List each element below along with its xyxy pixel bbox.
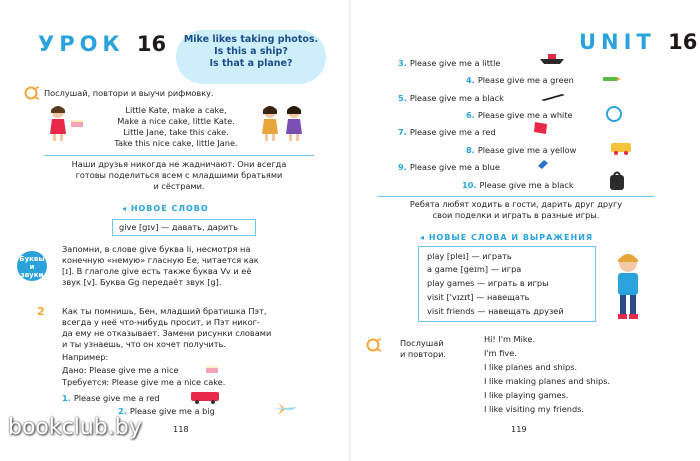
- vocab-item: visit friends — навещать друзей: [427, 306, 564, 316]
- item-7: [398, 127, 496, 138]
- item-9: [398, 162, 500, 173]
- divider-line: [44, 155, 314, 156]
- vocab-item: a game [geɪm] — игра: [427, 264, 522, 274]
- item-text: Please give me a red: [409, 127, 496, 137]
- friends-text-right: Ребята любят ходить в гости, дарить друг другу свои поделки и играть в разные игры.: [409, 199, 623, 220]
- badge-label: Буквы и звуки: [19, 255, 45, 279]
- black-bag-icon: [608, 170, 626, 192]
- item-number: 2.: [118, 406, 127, 416]
- item-number: 8.: [466, 145, 475, 155]
- item-text: Please give me a black: [479, 180, 574, 190]
- item-8: [466, 145, 576, 156]
- example-label: Например:: [62, 352, 109, 362]
- page-number-right: 119: [511, 424, 527, 434]
- item-1: [62, 393, 160, 404]
- ship-icon: [538, 52, 566, 66]
- item-6: [466, 110, 573, 121]
- lesson-number-right: 16: [668, 30, 698, 54]
- item-text: Please give me a black: [409, 93, 504, 103]
- girl-jane-icon: [258, 104, 282, 142]
- cake-icon: [70, 118, 84, 128]
- item-number: 1.: [62, 393, 71, 403]
- plane-icon: [272, 400, 298, 416]
- listen-label: Послушай и повтори.: [400, 338, 447, 359]
- ex1-instruction: Послушай, повтори и выучи рифмовку.: [44, 88, 214, 98]
- white-ball-icon: [606, 106, 622, 122]
- red-bus-icon: [190, 390, 220, 404]
- item-3: [398, 58, 500, 69]
- item-number: 5.: [398, 93, 407, 103]
- required-line: Требуется: Please give me a nice cake.: [62, 377, 226, 387]
- lesson-title-right: [579, 30, 697, 54]
- page-fold: [349, 0, 351, 461]
- listen-ear-icon: [24, 86, 40, 100]
- item-number: 6.: [466, 110, 475, 120]
- vocab-item: play [pleɪ] — играть: [427, 251, 512, 261]
- item-number: 9.: [398, 162, 407, 172]
- black-pen-icon: [540, 92, 566, 102]
- item-text: Please give me a red: [73, 393, 160, 403]
- mike-line: Hi! I'm Mike.: [484, 334, 535, 344]
- rhyme-text: Little Kate, make a cake, Make a nice cake, little Kate. Little Jane, take this cake. Take this nice cake, little Jane.: [114, 105, 238, 148]
- item-text: Please give me a white: [477, 110, 573, 120]
- listen-ear-icon-right: [366, 338, 382, 352]
- item-number: 7.: [398, 127, 407, 137]
- yellow-bus-icon: [610, 141, 632, 155]
- mike-line: I'm five.: [484, 348, 517, 358]
- lesson-number-left: 16: [136, 32, 167, 56]
- ex2-text: Как ты помнишь, Бен, младший братишка Пэт, всегда у неё что-нибудь просит, и Пэт никог- да ему не отказывает. Замени рисунки словами и ты узнаешь, что он хочет получить.: [62, 306, 272, 349]
- item-number: 4.: [466, 75, 475, 85]
- mike-line: I like visiting my friends.: [484, 404, 585, 414]
- green-pencil-icon: [602, 74, 622, 84]
- vocab-item: visit ['vɪzɪt] — навещать: [427, 292, 530, 302]
- cake-small-icon: [205, 364, 219, 374]
- item-text: Please give me a big: [129, 406, 215, 416]
- item-10: [462, 180, 574, 191]
- given-line: Дано: Please give me a nice: [62, 365, 179, 375]
- letters-sounds-badge: [17, 251, 47, 281]
- item-4: [466, 75, 574, 86]
- lesson-title-left: [38, 32, 166, 56]
- watermark: bookclub.by: [8, 415, 142, 440]
- mike-line: I like making planes and ships.: [484, 376, 611, 386]
- new-word-header: ◂ НОВОЕ СЛОВО: [122, 204, 209, 213]
- item-text: Please give me a blue: [409, 162, 500, 172]
- red-book-icon: [532, 120, 550, 136]
- friends-text-left: Наши друзья никогда не жадничают. Они всегда готовы поделиться всем с младшими братьями и сёстрами.: [71, 159, 287, 191]
- item-text: Please give me a little: [409, 58, 501, 68]
- new-words-header-label: НОВЫЕ СЛОВА И ВЫРАЖЕНИЯ: [428, 233, 594, 242]
- boy-mike-icon: [610, 250, 646, 322]
- girl-kate-icon: [46, 104, 70, 142]
- cloud-text: Mike likes taking photos. Is this a ship? Is that a plane?: [183, 34, 319, 69]
- item-number: 3.: [398, 58, 407, 68]
- lesson-word-right: UNIT: [579, 30, 656, 54]
- rule-text: Запомни, в слове give буква Ii, несмотря на конечную «немую» гласную Ee, читается как [ɪ]. В глаголе give есть также буква Vv и её звук [v]. Буква Gg передаёт звук [g].: [62, 244, 259, 287]
- page-number-left: 118: [173, 424, 189, 434]
- item-5: [398, 93, 504, 104]
- new-words-header: ◂ НОВЫЕ СЛОВА И ВЫРАЖЕНИЯ: [420, 233, 594, 242]
- mike-line: I like planes and ships.: [484, 362, 578, 372]
- girl-friend-icon: [282, 104, 306, 142]
- new-word-header-label: НОВОЕ СЛОВО: [130, 204, 209, 213]
- blue-eraser-icon: [536, 157, 550, 171]
- ex2-number: 2: [37, 305, 45, 318]
- divider-line-right: [378, 196, 654, 197]
- item-text: Please give me a green: [477, 75, 574, 85]
- vocab-item: play games — играть в игры: [427, 278, 549, 288]
- item-number: 10.: [462, 180, 477, 190]
- mike-line: I like playing games.: [484, 390, 569, 400]
- new-word-text: give [gɪv] — давать, дарить: [119, 222, 238, 232]
- item-text: Please give me a yellow: [477, 145, 577, 155]
- lesson-word-left: УРОК: [38, 32, 125, 56]
